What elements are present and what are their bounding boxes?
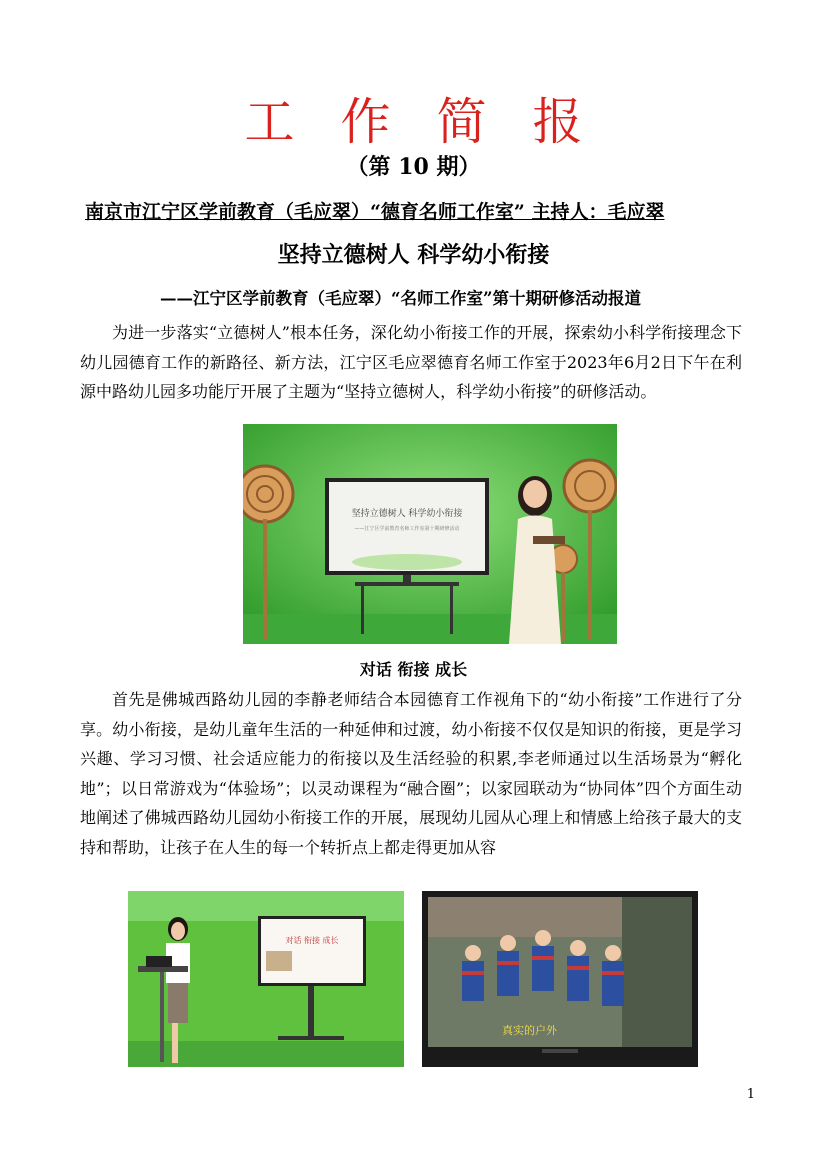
report-title: 工作简报 xyxy=(244,93,629,151)
article-heading: 坚持立德树人 科学幼小衔接 xyxy=(277,242,550,268)
studio-host-line: 南京市江宁区学前教育（毛应翠）“德育名师工作室” 主持人：毛应翠 xyxy=(85,201,665,223)
photo1-screen-subtitle: ——江宁区学前教育名师工作室第十期研修活动 xyxy=(354,526,460,532)
paragraph-intro: 为进一步落实“立德树人”根本任务，深化幼小衔接工作的开展，探索幼小科学衔接理念下幼儿园德育工作的新路径、新方法，江宁区毛应翠德育名师工作室于2023年6月2日下午在利源中路幼儿园多功能厅开展了主题为“坚持立德树人，科学幼小衔接”的研修活动。 xyxy=(80,323,742,401)
photo-teacher-podium xyxy=(128,891,404,1067)
photo-caption: 对话 衔接 成长 xyxy=(359,660,468,679)
photo-children-screen xyxy=(422,891,698,1067)
photo2-screen-title: 对话 衔接 成长 xyxy=(285,936,339,945)
photo1-screen-title: 坚持立德树人 科学幼小衔接 xyxy=(351,509,463,519)
paragraph-sharing: 首先是佛城西路幼儿园的李静老师结合本园德育工作视角下的“幼小衔接”工作进行了分享。幼小衔接，是幼儿童年生活的一种延伸和过渡，幼小衔接不仅仅是知识的衔接，更是学习兴趣、学习习惯、社会适应能力的衔接以及生活经验的积累,李老师通过以生活场景为“孵化地”；以日常游戏为“体验场”；以灵动课程为“融合圈”；以家园联动为“协同体”四个方面生动地阐述了佛城西路幼儿园幼小衔接工作的开展，展现幼儿园从心理上和情感上给孩子最大的支持和帮助，让孩子在人生的每一个转折点上都走得更加从容 xyxy=(80,690,742,857)
issue-number: （第 10 期） xyxy=(346,154,481,180)
photo3-screen-text: 真实的户外 xyxy=(502,1024,557,1037)
photo-presenter-studio xyxy=(243,424,617,644)
article-subheading: ——江宁区学前教育（毛应翠）“名师工作室”第十期研修活动报道 xyxy=(160,289,641,308)
page-number: 1 xyxy=(746,1087,755,1102)
